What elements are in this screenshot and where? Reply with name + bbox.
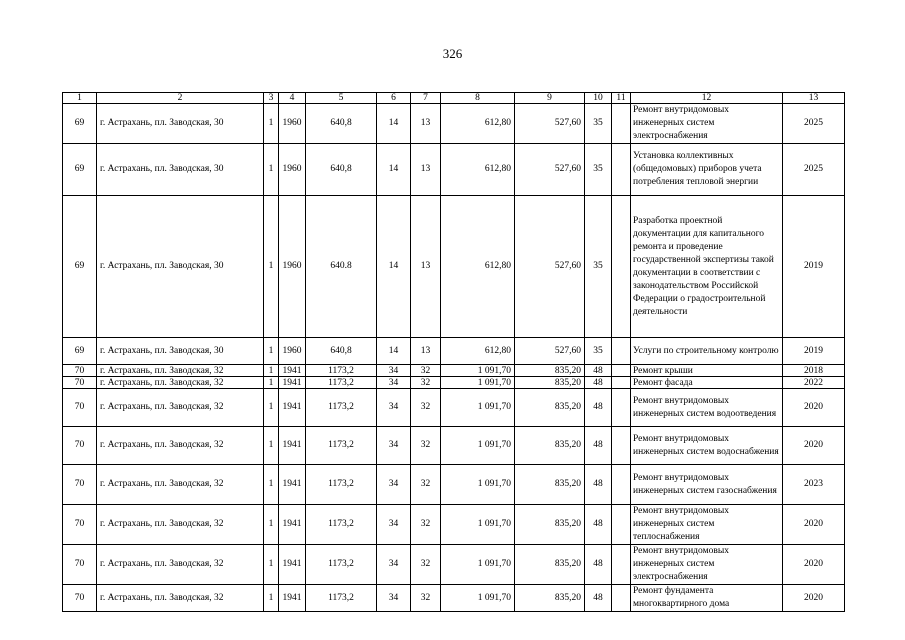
col7-cell: 13 bbox=[411, 338, 441, 365]
year-built-cell: 1960 bbox=[279, 144, 306, 196]
living-area-cell: 835,20 bbox=[515, 377, 585, 389]
col11-cell bbox=[612, 465, 631, 505]
table-row bbox=[63, 365, 845, 377]
area-cell: 612,80 bbox=[441, 196, 515, 338]
col11-cell bbox=[612, 365, 631, 377]
table-row bbox=[63, 545, 845, 585]
col3-cell: 1 bbox=[264, 377, 279, 389]
year-cell: 2020 bbox=[783, 427, 845, 465]
year-cell: 2020 bbox=[783, 505, 845, 545]
total-area-cell: 1173,2 bbox=[306, 585, 377, 612]
residents-cell: 35 bbox=[585, 144, 612, 196]
area-cell: 612,80 bbox=[441, 104, 515, 144]
table-row bbox=[63, 465, 845, 505]
work-type-cell: Ремонт фундамента многоквартирного дома bbox=[631, 585, 783, 612]
address-cell: г. Астрахань, пл. Заводская, 32 bbox=[97, 545, 264, 585]
work-type-cell: Ремонт внутридомовых инженерных систем электроснабжения bbox=[631, 545, 783, 585]
table-row bbox=[63, 144, 845, 196]
work-type-cell: Разработка проектной документации для капитального ремонта и проведение государственной экспертизы такой документации в соответствии с законодательством Российской Федерации о градостроительной деятельности bbox=[631, 196, 783, 338]
address-cell: г. Астрахань, пл. Заводская, 32 bbox=[97, 465, 264, 505]
col7-cell: 32 bbox=[411, 505, 441, 545]
col11-cell bbox=[612, 338, 631, 365]
area-cell: 1 091,70 bbox=[441, 505, 515, 545]
address-cell: г. Астрахань, пл. Заводская, 32 bbox=[97, 389, 264, 427]
living-area-cell: 835,20 bbox=[515, 585, 585, 612]
col7-cell: 32 bbox=[411, 465, 441, 505]
year-built-cell: 1941 bbox=[279, 427, 306, 465]
residents-cell: 48 bbox=[585, 545, 612, 585]
year-built-cell: 1941 bbox=[279, 377, 306, 389]
residents-cell: 48 bbox=[585, 465, 612, 505]
col7-cell: 32 bbox=[411, 545, 441, 585]
area-cell: 1 091,70 bbox=[441, 545, 515, 585]
residents-cell: 48 bbox=[585, 427, 612, 465]
total-area-cell: 640.8 bbox=[306, 196, 377, 338]
page-number: 326 bbox=[442, 46, 463, 61]
work-type-cell: Услуги по строительному контролю bbox=[631, 338, 783, 365]
col7-cell: 32 bbox=[411, 389, 441, 427]
work-type-cell: Ремонт внутридомовых инженерных систем газоснабжения bbox=[631, 465, 783, 505]
row-number-cell: 70 bbox=[63, 389, 97, 427]
residents-cell: 35 bbox=[585, 196, 612, 338]
col11-cell bbox=[612, 144, 631, 196]
living-area-cell: 835,20 bbox=[515, 389, 585, 427]
col6-cell: 34 bbox=[377, 505, 411, 545]
col6-cell: 34 bbox=[377, 389, 411, 427]
col6-cell: 34 bbox=[377, 465, 411, 505]
col11-cell bbox=[612, 104, 631, 144]
col3-cell: 1 bbox=[264, 338, 279, 365]
col7-cell: 32 bbox=[411, 585, 441, 612]
year-built-cell: 1941 bbox=[279, 505, 306, 545]
column-header: 5 bbox=[306, 93, 377, 104]
area-cell: 1 091,70 bbox=[441, 465, 515, 505]
year-built-cell: 1960 bbox=[279, 196, 306, 338]
row-number-cell: 69 bbox=[63, 144, 97, 196]
year-cell: 2022 bbox=[783, 377, 845, 389]
area-cell: 612,80 bbox=[441, 144, 515, 196]
year-built-cell: 1941 bbox=[279, 389, 306, 427]
col3-cell: 1 bbox=[264, 196, 279, 338]
living-area-cell: 835,20 bbox=[515, 465, 585, 505]
year-cell: 2020 bbox=[783, 389, 845, 427]
col3-cell: 1 bbox=[264, 365, 279, 377]
table-row bbox=[63, 377, 845, 389]
col3-cell: 1 bbox=[264, 144, 279, 196]
col11-cell bbox=[612, 585, 631, 612]
col3-cell: 1 bbox=[264, 427, 279, 465]
living-area-cell: 835,20 bbox=[515, 427, 585, 465]
col7-cell: 32 bbox=[411, 377, 441, 389]
year-built-cell: 1960 bbox=[279, 104, 306, 144]
year-cell: 2019 bbox=[783, 338, 845, 365]
col6-cell: 34 bbox=[377, 427, 411, 465]
col11-cell bbox=[612, 377, 631, 389]
col7-cell: 32 bbox=[411, 365, 441, 377]
col11-cell bbox=[612, 545, 631, 585]
living-area-cell: 835,20 bbox=[515, 365, 585, 377]
col6-cell: 34 bbox=[377, 545, 411, 585]
year-built-cell: 1941 bbox=[279, 365, 306, 377]
address-cell: г. Астрахань, пл. Заводская, 30 bbox=[97, 144, 264, 196]
address-cell: г. Астрахань, пл. Заводская, 32 bbox=[97, 377, 264, 389]
address-cell: г. Астрахань, пл. Заводская, 32 bbox=[97, 505, 264, 545]
table-row bbox=[63, 389, 845, 427]
row-number-cell: 69 bbox=[63, 338, 97, 365]
table-row bbox=[63, 338, 845, 365]
year-cell: 2018 bbox=[783, 365, 845, 377]
column-header: 4 bbox=[279, 93, 306, 104]
work-type-cell: Ремонт внутридомовых инженерных систем водоотведения bbox=[631, 389, 783, 427]
work-type-cell: Ремонт внутридомовых инженерных систем теплоснабжения bbox=[631, 505, 783, 545]
total-area-cell: 1173,2 bbox=[306, 377, 377, 389]
area-cell: 612,80 bbox=[441, 338, 515, 365]
year-built-cell: 1960 bbox=[279, 338, 306, 365]
row-number-cell: 70 bbox=[63, 377, 97, 389]
area-cell: 1 091,70 bbox=[441, 377, 515, 389]
col6-cell: 34 bbox=[377, 377, 411, 389]
total-area-cell: 640,8 bbox=[306, 338, 377, 365]
col6-cell: 14 bbox=[377, 144, 411, 196]
living-area-cell: 527,60 bbox=[515, 338, 585, 365]
row-number-cell: 70 bbox=[63, 427, 97, 465]
col3-cell: 1 bbox=[264, 585, 279, 612]
column-header: 6 bbox=[377, 93, 411, 104]
repair-schedule-table bbox=[62, 92, 845, 612]
total-area-cell: 1173,2 bbox=[306, 365, 377, 377]
total-area-cell: 1173,2 bbox=[306, 545, 377, 585]
year-built-cell: 1941 bbox=[279, 465, 306, 505]
col3-cell: 1 bbox=[264, 545, 279, 585]
year-cell: 2023 bbox=[783, 465, 845, 505]
col11-cell bbox=[612, 389, 631, 427]
row-number-cell: 70 bbox=[63, 505, 97, 545]
col11-cell bbox=[612, 505, 631, 545]
address-cell: г. Астрахань, пл. Заводская, 30 bbox=[97, 196, 264, 338]
table-row bbox=[63, 196, 845, 338]
area-cell: 1 091,70 bbox=[441, 365, 515, 377]
year-cell: 2019 bbox=[783, 196, 845, 338]
year-cell: 2020 bbox=[783, 585, 845, 612]
col3-cell: 1 bbox=[264, 505, 279, 545]
row-number-cell: 70 bbox=[63, 585, 97, 612]
column-header: 7 bbox=[411, 93, 441, 104]
row-number-cell: 70 bbox=[63, 545, 97, 585]
living-area-cell: 835,20 bbox=[515, 545, 585, 585]
row-number-cell: 70 bbox=[63, 365, 97, 377]
row-number-cell: 70 bbox=[63, 465, 97, 505]
row-number-cell: 69 bbox=[63, 104, 97, 144]
col3-cell: 1 bbox=[264, 389, 279, 427]
column-header: 13 bbox=[783, 93, 845, 104]
area-cell: 1 091,70 bbox=[441, 389, 515, 427]
col7-cell: 32 bbox=[411, 427, 441, 465]
col6-cell: 34 bbox=[377, 365, 411, 377]
work-type-cell: Установка коллективных (общедомовых) приборов учета потребления тепловой энергии bbox=[631, 144, 783, 196]
col6-cell: 14 bbox=[377, 196, 411, 338]
residents-cell: 48 bbox=[585, 389, 612, 427]
address-cell: г. Астрахань, пл. Заводская, 30 bbox=[97, 104, 264, 144]
residents-cell: 48 bbox=[585, 585, 612, 612]
column-header: 11 bbox=[612, 93, 631, 104]
address-cell: г. Астрахань, пл. Заводская, 30 bbox=[97, 338, 264, 365]
column-number-header-row bbox=[63, 93, 845, 104]
work-type-cell: Ремонт фасада bbox=[631, 377, 783, 389]
column-header: 3 bbox=[264, 93, 279, 104]
residents-cell: 48 bbox=[585, 365, 612, 377]
living-area-cell: 527,60 bbox=[515, 144, 585, 196]
total-area-cell: 640,8 bbox=[306, 144, 377, 196]
total-area-cell: 1173,2 bbox=[306, 465, 377, 505]
year-built-cell: 1941 bbox=[279, 585, 306, 612]
total-area-cell: 1173,2 bbox=[306, 389, 377, 427]
address-cell: г. Астрахань, пл. Заводская, 32 bbox=[97, 585, 264, 612]
residents-cell: 48 bbox=[585, 505, 612, 545]
column-header: 8 bbox=[441, 93, 515, 104]
living-area-cell: 835,20 bbox=[515, 505, 585, 545]
col6-cell: 34 bbox=[377, 585, 411, 612]
col6-cell: 14 bbox=[377, 338, 411, 365]
col11-cell bbox=[612, 427, 631, 465]
work-type-cell: Ремонт крыши bbox=[631, 365, 783, 377]
table-row bbox=[63, 585, 845, 612]
residents-cell: 35 bbox=[585, 338, 612, 365]
area-cell: 1 091,70 bbox=[441, 585, 515, 612]
column-header: 2 bbox=[97, 93, 264, 104]
total-area-cell: 1173,2 bbox=[306, 427, 377, 465]
column-header: 12 bbox=[631, 93, 783, 104]
address-cell: г. Астрахань, пл. Заводская, 32 bbox=[97, 427, 264, 465]
column-header: 10 bbox=[585, 93, 612, 104]
work-type-cell: Ремонт внутридомовых инженерных систем водоснабжения bbox=[631, 427, 783, 465]
total-area-cell: 640,8 bbox=[306, 104, 377, 144]
col7-cell: 13 bbox=[411, 104, 441, 144]
col7-cell: 13 bbox=[411, 196, 441, 338]
residents-cell: 48 bbox=[585, 377, 612, 389]
year-built-cell: 1941 bbox=[279, 545, 306, 585]
column-header: 9 bbox=[515, 93, 585, 104]
col3-cell: 1 bbox=[264, 465, 279, 505]
year-cell: 2020 bbox=[783, 545, 845, 585]
col11-cell bbox=[612, 196, 631, 338]
table-row bbox=[63, 104, 845, 144]
table-row bbox=[63, 505, 845, 545]
table-row bbox=[63, 427, 845, 465]
residents-cell: 35 bbox=[585, 104, 612, 144]
row-number-cell: 69 bbox=[63, 196, 97, 338]
column-header: 1 bbox=[63, 93, 97, 104]
work-type-cell: Ремонт внутридомовых инженерных систем электроснабжения bbox=[631, 104, 783, 144]
area-cell: 1 091,70 bbox=[441, 427, 515, 465]
year-cell: 2025 bbox=[783, 104, 845, 144]
col7-cell: 13 bbox=[411, 144, 441, 196]
living-area-cell: 527,60 bbox=[515, 196, 585, 338]
col3-cell: 1 bbox=[264, 104, 279, 144]
total-area-cell: 1173,2 bbox=[306, 505, 377, 545]
col6-cell: 14 bbox=[377, 104, 411, 144]
year-cell: 2025 bbox=[783, 144, 845, 196]
living-area-cell: 527,60 bbox=[515, 104, 585, 144]
address-cell: г. Астрахань, пл. Заводская, 32 bbox=[97, 365, 264, 377]
